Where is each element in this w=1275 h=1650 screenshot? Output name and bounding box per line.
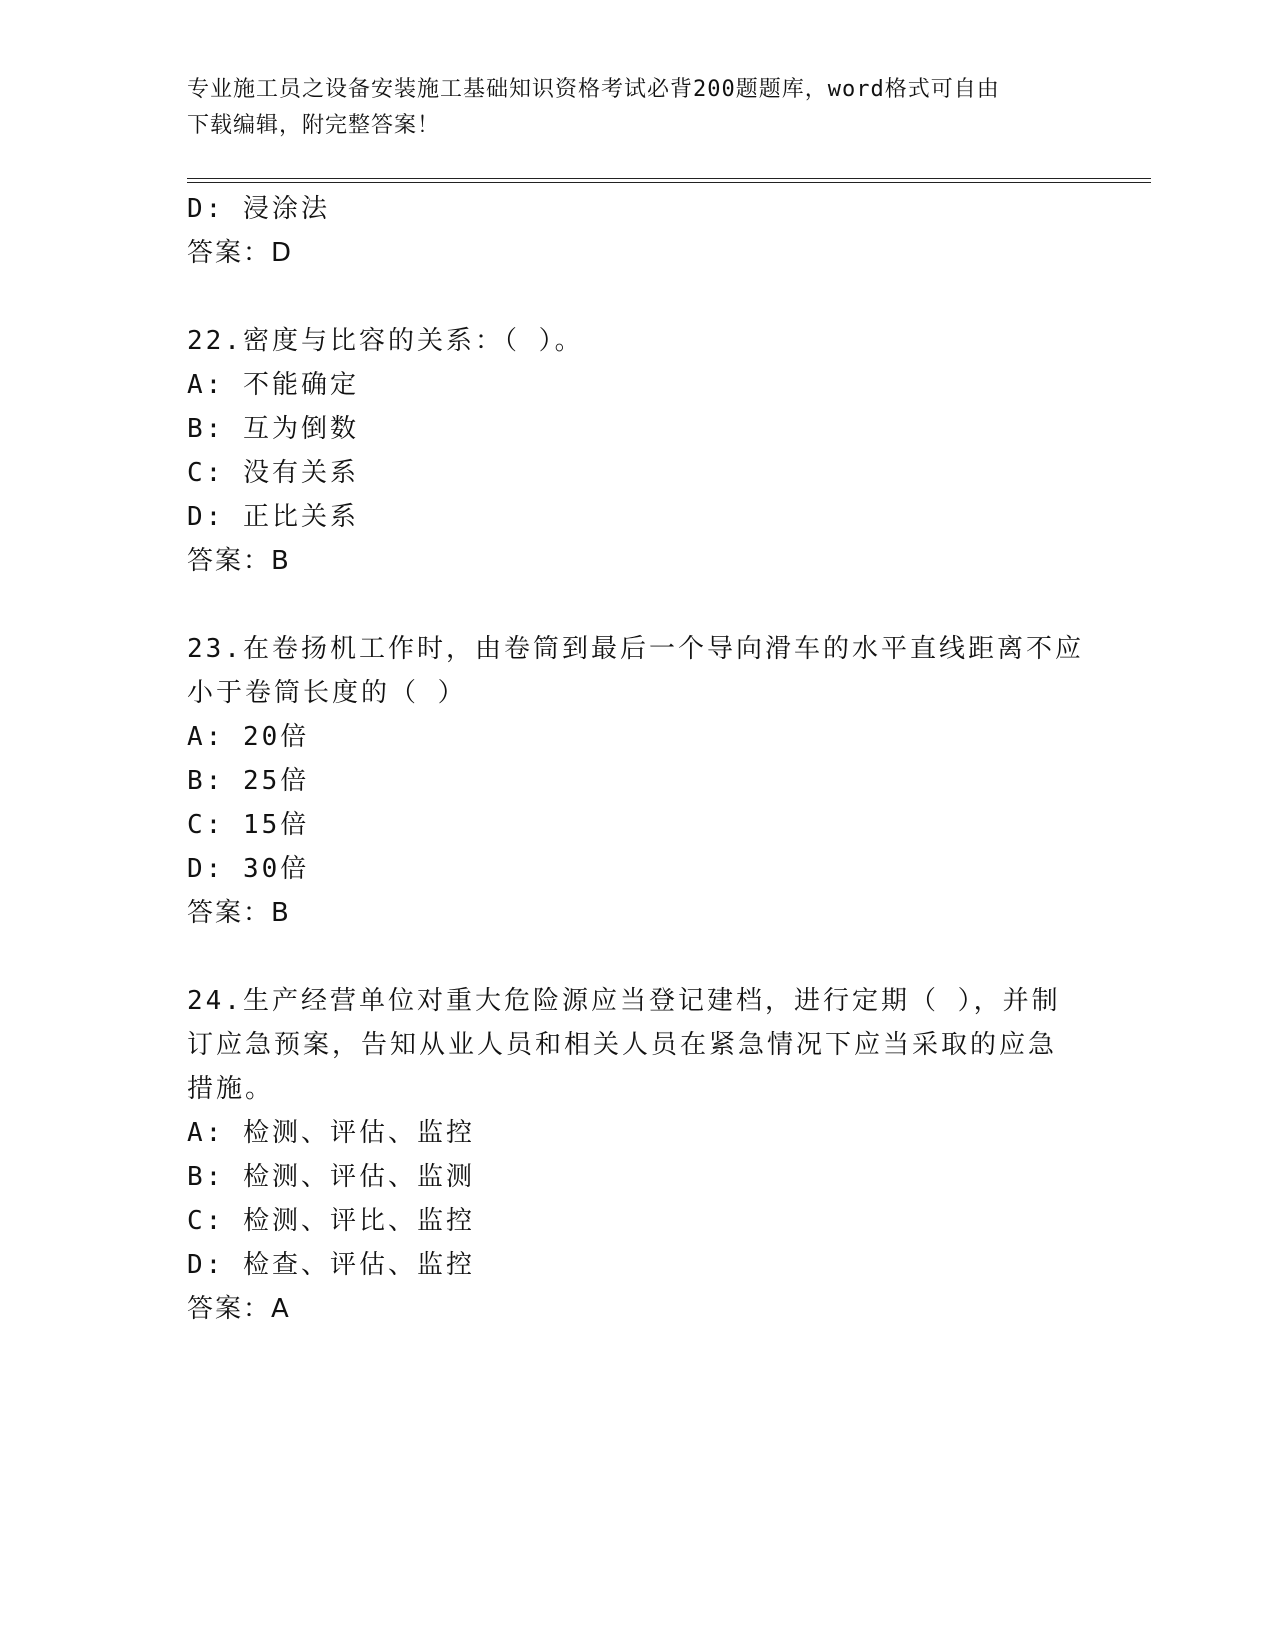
q23-option-a: A: 20倍	[187, 722, 310, 752]
header-line-1: 专业施工员之设备安装施工基础知识资格考试必背200题题库，word格式可自由	[187, 77, 1000, 102]
q24-stem-line-2: 订应急预案，告知从业人员和相关人员在紧急情况下应当采取的应急	[187, 1030, 1058, 1060]
q24-stem-line-3: 措施。	[187, 1074, 275, 1104]
prev-option-d: D: 浸涂法	[187, 194, 330, 224]
document-header	[187, 72, 1087, 144]
q24-option-d: D: 检查、评估、监控	[187, 1250, 475, 1280]
q23-answer: 答案：B	[187, 898, 291, 928]
q24-answer: 答案：A	[187, 1294, 291, 1324]
q22-option-c: C: 没有关系	[187, 458, 359, 488]
prev-answer: 答案：D	[187, 238, 294, 268]
q24-option-a: A: 检测、评估、监控	[187, 1118, 475, 1148]
q23-stem-line-2: 小于卷筒长度的（ ）	[187, 678, 467, 708]
q24-stem-line-1: 24.生产经营单位对重大危险源应当登记建档，进行定期（ ），并制	[187, 986, 1061, 1016]
q22-stem: 22.密度与比容的关系：（ ）。	[187, 326, 584, 356]
q24-option-b: B: 检测、评估、监测	[187, 1162, 475, 1192]
q22-option-d: D: 正比关系	[187, 502, 359, 532]
q23-stem-line-1: 23.在卷扬机工作时，由卷筒到最后一个导向滑车的水平直线距离不应	[187, 634, 1084, 664]
header-line-2: 下载编辑，附完整答案！	[187, 113, 441, 138]
q22-option-b: B: 互为倒数	[187, 414, 359, 444]
q22-option-a: A: 不能确定	[187, 370, 359, 400]
q23-option-c: C: 15倍	[187, 810, 310, 840]
q22-answer: 答案：B	[187, 546, 291, 576]
q23-option-d: D: 30倍	[187, 854, 310, 884]
header-divider-top	[187, 178, 1151, 179]
q23-option-b: B: 25倍	[187, 766, 310, 796]
header-divider-bottom	[187, 182, 1151, 183]
q24-option-c: C: 检测、评比、监控	[187, 1206, 475, 1236]
